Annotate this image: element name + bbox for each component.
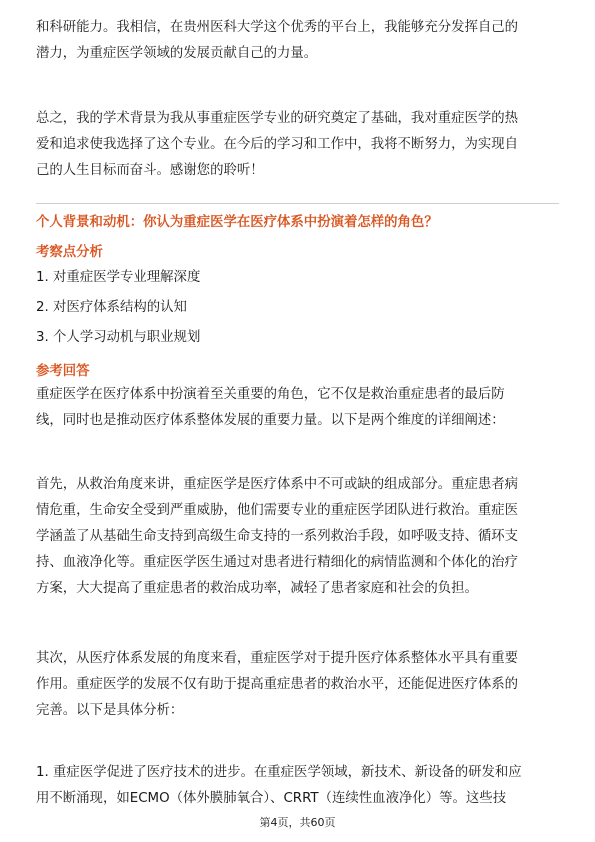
paragraph-line: 用不断涌现，如ECMO（体外膜肺氧合）、CRRT（连续性血液净化）等。这些技 (36, 791, 507, 806)
paragraph-line: 首先，从救治角度来讲，重症医学是医疗体系中不可或缺的组成部分。重症患者病 (36, 477, 519, 492)
reference-answer-heading: 参考回答 (36, 364, 90, 379)
paragraph-line: 总之，我的学术背景为我从事重症医学专业的研究奠定了基础，我对重症医学的热 (36, 111, 519, 126)
paragraph-line: 爱和追求使我选择了这个专业。在今后的学习和工作中，我将不断努力，为实现自 (36, 137, 519, 152)
paragraph-line: 和科研能力。我相信，在贵州医科大学这个优秀的平台上，我能够充分发挥自己的 (36, 20, 519, 35)
answer-paragraph (36, 382, 561, 434)
paragraph-line: 潜力，为重症医学领域的发展贡献自己的力量。 (36, 46, 318, 61)
paragraph-line: 学涵盖了从基础生命支持到高级生命支持的一系列救治手段，如呼吸支持、循环支 (36, 529, 519, 544)
paragraph-line: 己的人生目标而奋斗。感谢您的聆听！ (36, 163, 264, 178)
paragraph-line: 完善。以下是具体分析： (36, 703, 184, 718)
paragraph-line: 情危重，生命安全受到严重威胁，他们需要专业的重症医学团队进行救治。重症医 (36, 503, 519, 518)
section-divider (36, 203, 559, 204)
analysis-heading: 考察点分析 (36, 245, 103, 260)
paragraph-line: 1. 重症医学促进了医疗技术的进步。在重症医学领域，新技术、新设备的研发和应 (36, 765, 522, 780)
page-number: 第4页，共60页 (259, 816, 336, 829)
paragraph-line: 方案，大大提高了重症患者的救治成功率，减轻了患者家庭和社会的负担。 (36, 581, 478, 596)
intro-paragraph (36, 15, 561, 67)
analysis-item: 1. 对重症医学专业理解深度 (36, 270, 201, 285)
paragraph-line: 其次，从医疗体系发展的角度来看，重症医学对于提升医疗体系整体水平具有重要 (36, 651, 519, 666)
answer-paragraph (36, 472, 561, 602)
answer-paragraph (36, 646, 561, 724)
question-heading: 个人背景和动机：你认为重症医学在医疗体系中扮演着怎样的角色？ (36, 215, 438, 230)
answer-paragraph (36, 760, 561, 812)
paragraph-line: 作用。重症医学的发展不仅有助于提高重症患者的救治水平，还能促进医疗体系的 (36, 677, 519, 692)
conclusion-paragraph (36, 106, 561, 184)
analysis-item: 3. 个人学习动机与职业规划 (36, 330, 201, 345)
analysis-item: 2. 对医疗体系结构的认知 (36, 300, 187, 315)
paragraph-line: 线，同时也是推动医疗体系整体发展的重要力量。以下是两个维度的详细阐述： (36, 413, 505, 428)
paragraph-line: 持、血液净化等。重症医学医生通过对患者进行精细化的病情监测和个体化的治疗 (36, 555, 519, 570)
paragraph-line: 重症医学在医疗体系中扮演着至关重要的角色，它不仅是救治重症患者的最后防 (36, 387, 505, 402)
